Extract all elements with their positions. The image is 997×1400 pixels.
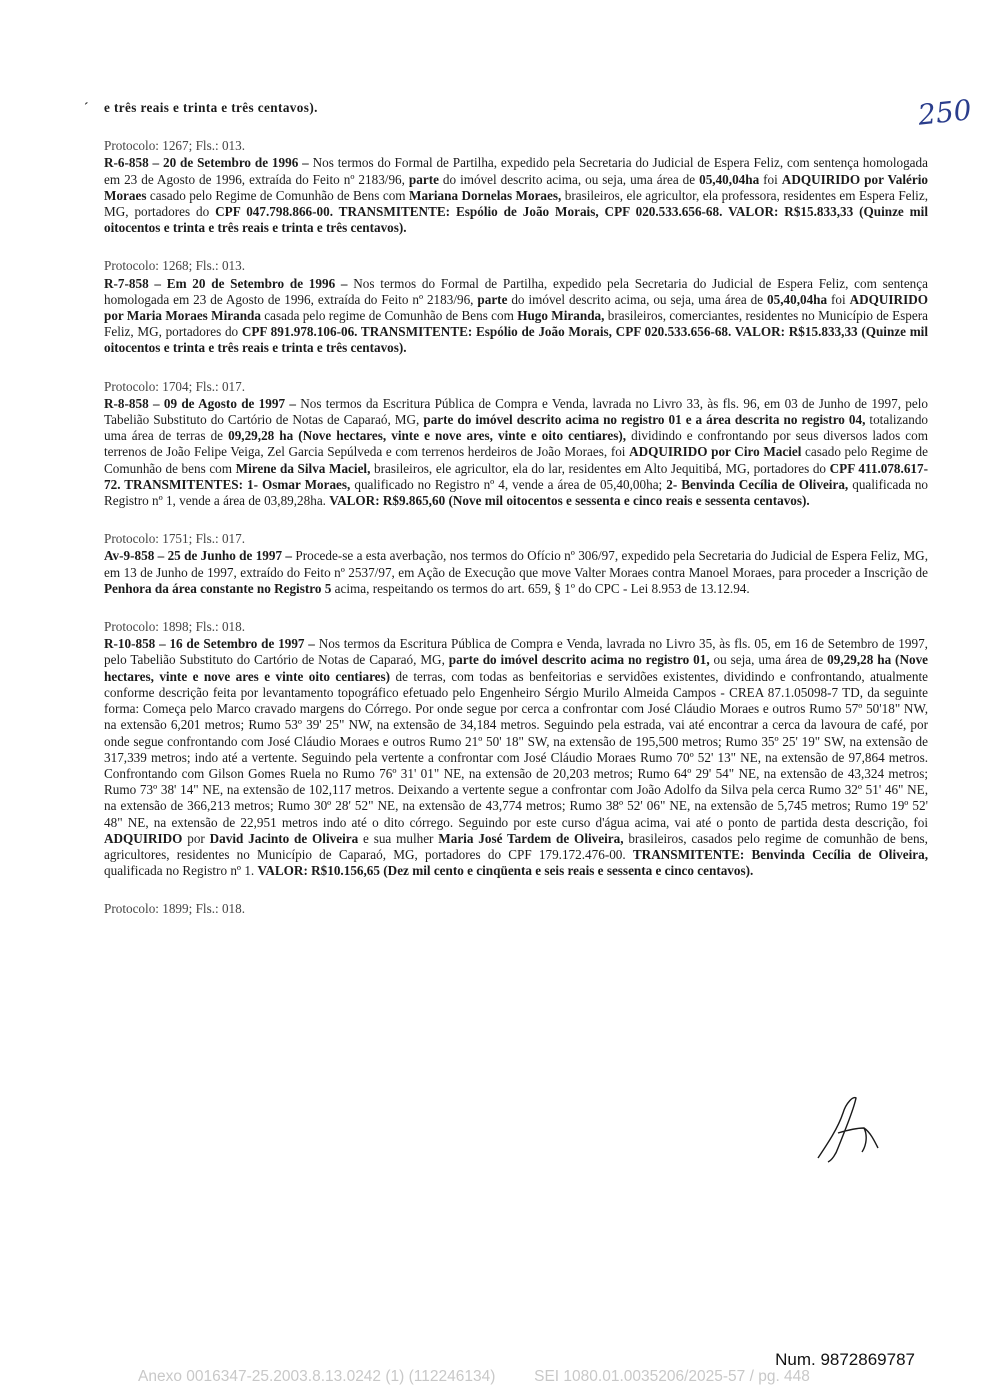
- body-text: dividindo e confrontando por seus diversos lados com terrenos de João Felipe Veiga, Zel Garcia Sepúlveda e com terrenos herdeiros de João Moraes, foi: [104, 428, 928, 460]
- bold-text: Av-9-858 – 25 de Junho de 1997 –: [104, 548, 293, 564]
- registry-entry: [104, 619, 928, 879]
- bold-text: 05,40,04ha: [699, 171, 760, 187]
- body-text: casado pelo Regime de Comunhão de Bens com: [146, 187, 409, 203]
- body-text: brasileiros, comerciantes, residentes no Município de Espera Feliz, MG, portadores do: [104, 308, 928, 340]
- body-text: Nos termos do Formal de Partilha, expedido pela Secretaria do Judicial de Espera Feliz, com sentença homologada em 23 de Agosto de 1996, extraída do Feito nº 2183/96,: [104, 275, 928, 307]
- protocol-line: Protocolo: 1704; Fls.: 017.: [104, 378, 246, 394]
- bold-text: Mirene da Silva Maciel,: [235, 460, 371, 476]
- body-text: qualificada no Registro nº 1.: [104, 863, 258, 879]
- bold-text: ADQUIRIDO por Ciro Maciel: [629, 444, 802, 460]
- body-text: do imóvel descrito acima, ou seja, uma área de: [507, 291, 768, 307]
- bold-text: Maria José Tardem de Oliveira,: [438, 830, 624, 846]
- registry-entries: [104, 138, 928, 879]
- registry-entry: [104, 379, 928, 510]
- body-text: brasileiros, casados pelo regime de comunhão de bens, agricultores, residentes no Município de Caparaó, MG, portadores do CPF 179.172.476-00.: [104, 830, 928, 862]
- body-text: Nos termos da Escritura Pública de Compra e Venda, lavrada no Livro 33, às fls. 96, em 03 de Junho de 1997, pelo Tabelião Substituto do Cartório de Notas de Caparaó, MG,: [104, 395, 928, 428]
- body-text: brasileiros, ele agricultor, ela professora, residentes em Espera Feliz, MG, portadores do: [104, 187, 928, 220]
- registry-entry: [104, 258, 928, 356]
- body-text: Nos termos do Formal de Partilha, expedido pela Secretaria do Judicial de Espera Feliz, com sentença homologada em 23 de Agosto de 1996, extraída do Feito nº 2183/96,: [104, 155, 928, 187]
- body-text: acima, respeitando os termos do art. 659, § 1º do CPC - Lei 8.953 de 13.12.94.: [331, 580, 750, 596]
- entry-body: [104, 155, 928, 236]
- protocol-line: Protocolo: 1268; Fls.: 013.: [104, 258, 246, 274]
- bold-text: Penhora da área constante no Registro 5: [104, 580, 332, 596]
- body-text: foi: [759, 171, 782, 187]
- bold-text: 05,40,04ha: [767, 291, 828, 307]
- body-text: brasileiros, ele agricultor, ela do lar, residentes em Alto Jequitibá, MG, portadores do: [370, 460, 830, 476]
- bold-text: Hugo Miranda,: [517, 308, 605, 324]
- entry-body: [104, 396, 928, 509]
- handwritten-page-number: 250: [916, 93, 974, 132]
- bold-text: CPF 891.978.106-06. TRANSMITENTE: Espólio de João Morais, CPF 020.533.656-68. VALOR: R$15.833,33 (Quinze mil oitocentos e trinta e três reais e trinta e três centavos).: [104, 324, 929, 356]
- protocol-line: Protocolo: 1751; Fls.: 017.: [104, 531, 246, 547]
- entry-body: [104, 276, 928, 357]
- bold-text: R-8-858 – 09 de Agosto de 1997 –: [104, 395, 296, 411]
- bold-text: R-10-858 – 16 de Setembro de 1997 –: [104, 636, 315, 652]
- bold-text: parte: [477, 291, 508, 307]
- bold-text: CPF 411.078.617-72. TRANSMITENTES: 1- Osmar Moraes,: [104, 460, 928, 492]
- registry-entry: [104, 138, 928, 236]
- protocol-line: Protocolo: 1898; Fls.: 018.: [104, 619, 246, 635]
- bold-text: 09,29,28 ha (Nove hectares, vinte e nove ares, vinte e oito centiares),: [228, 428, 627, 444]
- bold-text: ADQUIRIDO por Valério Moraes: [104, 171, 928, 203]
- bold-text: ADQUIRIDO: [104, 830, 183, 846]
- entry-body: [104, 548, 928, 597]
- bold-text: R-6-858 – 20 de Setembro de 1996 –: [104, 155, 309, 171]
- bold-text: 2- Benvinda Cecília de Oliveira,: [666, 476, 849, 492]
- body-text: casada pelo regime de Comunhão de Bens com: [260, 308, 518, 324]
- body-text: Procede-se a esta averbação, nos termos do Ofício nº 306/97, expedido pela Secretaria do Judicial de Espera Feliz, MG, em 13 de Junho de 1997, extraído do Feito nº 2537/97, em Ação de Execução que move Valter Moraes contra Manoel Moraes, para proceder a Inscrição de: [104, 548, 928, 580]
- sei-watermark: Anexo 0016347-25.2003.8.13.0242 (1) (112246134) SEI 1080.01.0035206/2025-57 / pg. 448: [138, 1368, 810, 1385]
- bold-text: VALOR: R$9.865,60 (Nove mil oitocentos e sessenta e cinco reais e sessenta centavos).: [329, 493, 810, 509]
- bold-text: ADQUIRIDO por Maria Moraes Miranda: [104, 291, 928, 324]
- body-text: foi: [827, 291, 850, 307]
- bold-text: TRANSMITENTE: Benvinda Cecília de Oliveira,: [632, 846, 928, 862]
- first-line: ˊ e três reais e trinta e três centavos).: [84, 100, 318, 115]
- document-number: Num. 9872869787: [775, 1350, 915, 1369]
- bold-text: R-7-858 – Em 20 de Setembro de 1996 –: [104, 275, 348, 291]
- body-text: por: [182, 830, 210, 846]
- body-text: qualificado no Registro nº 4, vende a área de 05,40,00ha;: [350, 476, 667, 492]
- body-text: ou seja, uma área de: [709, 652, 828, 668]
- registry-entry: [104, 531, 928, 597]
- signature-mark: [808, 1088, 888, 1168]
- body-text: de terras, com todas as benfeitorias e servidões existentes, dividindo e confrontando, atualmente conforme descrição feita por levantamento topográfico efetuado pelo Engenheiro Sérgio Murilo Almeida Campos - CREA 87.1.05098-7 TD, da seguinte forma: Começa pelo Marco cravado margens do Córrego. Por onde segue por cerca a confrontar com José Cláudio Moraes e outros Rumo 57º 50'18" NW, na extensão 6,201 metros; Rumo 53º 39' 25" NW, na extensão de 34,184 metros. Seguindo pela estrada, vai até encontrar a cerca da lavoura de café, por onde segue confrontando com José Cláudio Moraes e outros Rumo 21º 50' 18" SW, na extensão de 195,500 metros; Rumo 35º 25' 19" SW, na extensão de 317,339 metros; indo até a vertente. Seguindo pela vertente a confrontar com José Cláudio Moraes Rumo 70º 52' 13" NE, na extensão de 97,864 metros. Confrontando com Gilson Gomes Ruela no Rumo 76º 31' 01" NE, na extensão de 20,203 metros; Rumo 64º 29' 54" NE, na extensão de 43,324 metros; Rumo 73º 38' 14" NE, na extensão de 102,117 metros. Deixando a vertente segue a confrontar com João Adolfo da Silva pela cerca Rumo 32º 51' 46" NE, na extensão de 366,213 metros; Rumo 30º 28' 52" NE, na extensão de 43,774 metros; Rumo 38º 52' 06" NE, na extensão de 5,745 metros; Rumo 19º 52' 48" NE, na extensão de 22,951 metros indo até o dito córrego. Seguindo por este curso d'água acima, vai até o ponto de partida desta descrição, foi: [104, 668, 928, 830]
- body-text: e sua mulher: [358, 830, 439, 846]
- bold-text: parte do imóvel descrito acima no registro 01,: [448, 652, 710, 668]
- body-text: do imóvel descrito acima, ou seja, uma área de: [438, 171, 700, 187]
- bold-text: parte do imóvel descrito acima no registro 01 e a área descrita no registro 04,: [423, 412, 866, 428]
- entry-body: [104, 636, 928, 879]
- bold-text: VALOR: R$10.156,65 (Dez mil cento e cinqüenta e seis reais e sessenta e cinco centavos).: [257, 863, 754, 879]
- last-protocol: Protocolo: 1899; Fls.: 018.: [104, 901, 246, 917]
- body-text: qualificada no Registro nº 1, vende a área de 03,89,28ha.: [104, 476, 929, 509]
- body-text: Nos termos da Escritura Pública de Compra e Venda, lavrada no Livro 35, às fls. 05, em 16 de Setembro de 1997, pelo Tabelião Substituto do Cartório de Notas de Caparaó, MG,: [104, 636, 928, 668]
- bold-text: CPF 047.798.866-00. TRANSMITENTE: Espólio de João Morais, CPF 020.533.656-68. VALOR: R$15.833,33 (Quinze mil oitocentos e trinta e três reais e trinta e três centavos).: [104, 204, 928, 236]
- registry-text: [84, 100, 929, 919]
- body-text: totalizando uma área de terras de: [104, 412, 929, 444]
- body-text: casado pelo Regime de Comunhão de bens com: [104, 444, 928, 476]
- bold-text: 09,29,28 ha (Nove hectares, vinte e nove ares e vinte oito centiares): [104, 652, 929, 684]
- bold-text: parte: [408, 171, 439, 187]
- bold-text: Mariana Dornelas Moraes,: [409, 187, 562, 203]
- protocol-line: Protocolo: 1267; Fls.: 013.: [104, 138, 246, 154]
- bold-text: David Jacinto de Oliveira: [209, 830, 359, 846]
